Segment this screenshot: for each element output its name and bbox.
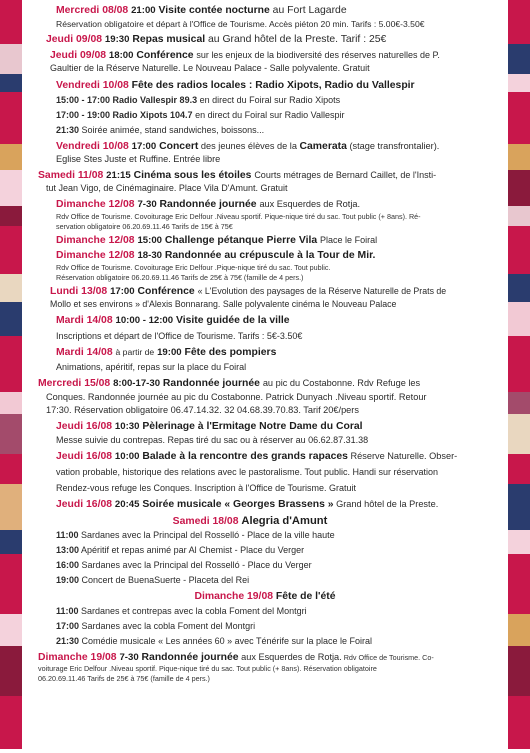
stripe-segment <box>508 274 530 302</box>
event-time: 17:00 <box>131 140 157 152</box>
event-title: Visite guidée de la ville <box>176 314 290 326</box>
stripe-segment <box>508 206 530 226</box>
event-title: Visite contée nocturne <box>158 5 270 16</box>
schedule-line: 21:30 Soirée animée, stand sandwiches, boissons... <box>56 124 265 135</box>
event-detail: au Fort Lagarde <box>272 5 347 16</box>
event-day: Samedi 11/08 <box>38 169 104 181</box>
event-title: Randonnée au crépuscule à la Tour de Mir. <box>164 250 376 262</box>
stripe-segment <box>508 696 530 749</box>
event-day: Mardi 14/08 <box>56 346 113 358</box>
event-detail: aux Esquerdes de Rotja. <box>238 651 342 662</box>
event-title: Pèlerinage à l'Ermitage Notre Dame du Coral <box>142 420 363 432</box>
stripe-segment <box>0 274 22 302</box>
stripe-segment <box>0 92 22 144</box>
stripe-segment <box>508 646 530 696</box>
event-description: Animations, apéritif, repas sur la place du Foiral <box>56 362 247 373</box>
event-title: Conférence <box>137 285 195 297</box>
event-balade-rapaces <box>38 450 502 496</box>
schedule-line: 16:00 Sardanes avec la Principal del Rosselló - Place du Verger <box>56 560 312 571</box>
event-randonnee-crepuscule <box>38 249 502 283</box>
schedule-line: 17:00 - 19:00 Radio Xipots 104.7 en direct du Foiral sur Radio Vallespir <box>56 109 345 120</box>
event-day: Jeudi 09/08 <box>46 34 103 46</box>
stripe-segment <box>508 336 530 392</box>
event-detail: « L'Evolution des paysages de la Réserve Naturelle de Prats de <box>197 285 447 296</box>
event-time: 15:00 <box>137 234 162 246</box>
stripe-segment <box>508 392 530 414</box>
event-description: 17:30. Réservation obligatoire 06.47.14.32. 32 04.68.39.70.83. Tarif 20€/pers <box>46 405 359 416</box>
event-title: Cinéma sous les étoiles <box>133 169 252 181</box>
stripe-segment <box>0 614 22 646</box>
event-detail: Courts métrages de Bernard Caillet, de l'Insti- <box>254 169 437 180</box>
event-fete-radios <box>38 79 502 138</box>
event-title: Fête des radios locales : Radio Xipots, Radio du Vallespir <box>131 79 415 91</box>
event-description: Gaultier de la Réserve Naturelle. Le Nouveau Palace - Salle polyvalente. Gratuit <box>50 63 370 74</box>
event-alegria-amunt <box>38 515 502 589</box>
stripe-segment <box>0 554 22 614</box>
stripe-segment <box>508 554 530 614</box>
event-randonnee-rotja-19: Dimanche 19/08 7-30 Randonnée journée aux Esquerdes de Rotja. Rdv Office de Tourisme. Co- voiturage Eric Delfour .Niveau sportif. Pique-nique tiré du sac. Tout public (+ 8ans). Réservation obligatoire 06.20.69.11.46 Tarifs de 25€ à 75€ (famille de 4 pers.) <box>38 651 502 685</box>
stripe-segment <box>0 144 22 170</box>
event-title: Balade à la rencontre des grands rapaces <box>142 451 348 463</box>
event-day: Dimanche 19/08 <box>194 591 274 603</box>
event-day: Jeudi 09/08 <box>50 49 107 61</box>
event-description: Rdv Office de Tourisme. Covoiturage Eric Delfour .Niveau sportif. Pique-nique tiré du sac. Tout public (+ 8ans). Ré- <box>56 211 421 221</box>
event-challenge-petanque <box>38 234 502 248</box>
event-title: Alegria d'Amunt <box>241 514 328 527</box>
stripe-segment <box>0 414 22 454</box>
event-visite-guidee <box>38 314 502 344</box>
event-time: 21:15 <box>106 169 131 181</box>
event-pelerinage <box>38 420 502 449</box>
stripe-segment <box>0 530 22 554</box>
event-title: Challenge pétanque Pierre Vila <box>164 234 318 246</box>
event-visite-contee <box>38 4 502 31</box>
stripe-segment <box>0 454 22 484</box>
event-title: Repas musical <box>132 34 206 46</box>
event-description: Mollo et ses environs » d'Alexis Bonnarang. Salle polyvalente cinéma le Nouveau Palace <box>50 299 397 310</box>
event-time: 18-30 <box>137 250 162 262</box>
event-title: Randonnée journée <box>159 198 257 210</box>
event-conference-paysages <box>38 285 502 312</box>
event-description: servation obligatoire 06.20.69.11.46 Tarifs de 15€ à 75€ <box>56 221 233 231</box>
stripe-segment <box>0 74 22 92</box>
event-day: Jeudi 16/08 <box>56 420 113 432</box>
event-time: 7-30 <box>137 198 157 210</box>
event-detail: au pic du Costabonne. Rdv Refuge les <box>262 378 421 389</box>
event-description: Réservation obligatoire et départ à l'Office de Tourisme. Accès piéton 20 min. Tarifs : 5.00€-3.50€ <box>56 18 425 29</box>
stripe-segment <box>508 454 530 484</box>
event-detail: Place le Foiral <box>320 234 378 245</box>
event-day: Lundi 13/08 <box>50 285 108 297</box>
event-time: 10:00 <box>114 451 140 463</box>
event-description: voiturage Eric Delfour .Niveau sportif. Pique-nique tiré du sac. Tout public (+ 8ans). Réservation obligatoire <box>38 664 377 674</box>
stripe-segment <box>0 696 22 749</box>
stripe-segment <box>508 74 530 92</box>
event-time: 21:00 <box>131 5 156 16</box>
stripe-segment <box>508 44 530 74</box>
event-randonnee-costabonne <box>38 377 502 418</box>
stripe-segment <box>0 170 22 206</box>
event-day: Vendredi 10/08 <box>56 79 129 91</box>
event-day: Dimanche 12/08 <box>56 234 135 246</box>
event-day: Mercredi 15/08 <box>38 378 111 390</box>
event-description: Messe suivie du contrepas. Repas tiré du sac ou à réserver au 06.62.87.31.38 <box>56 435 369 446</box>
schedule-line: 17:00 Sardanes avec la cobla Foment del Montgri <box>56 620 256 631</box>
decorative-stripe-left <box>0 0 22 753</box>
stripe-segment <box>0 302 22 336</box>
event-title: Fête des pompiers <box>184 346 277 358</box>
event-detail: au Grand hôtel de la Preste. Tarif : 25€ <box>208 34 387 46</box>
event-title: Randonnée journée <box>141 651 239 663</box>
stripe-segment <box>508 92 530 144</box>
event-description: Rdv Office de Tourisme. Covoiturage Eric Delfour .Pique-nique tiré du sac. Tout public. <box>56 262 331 272</box>
schedule-line: 15:00 - 17:00 Radio Vallespir 89.3 en direct du Foiral sur Radio Xipots <box>56 94 341 105</box>
event-fete-ete <box>38 590 502 649</box>
event-day: Vendredi 10/08 <box>56 140 129 152</box>
event-detail: Grand hôtel de la Preste. <box>333 499 439 510</box>
event-listing <box>38 4 502 753</box>
event-description: 06.20.69.11.46 Tarifs de 25€ à 75€ (famille de 4 pers.) <box>38 674 210 684</box>
event-day: Dimanche 12/08 <box>56 198 135 210</box>
event-time: 8:00-17-30 <box>113 378 161 390</box>
event-description: Réservation obligatoire 06.20.69.11.46 Tarifs de 25€ à 75€ (famille de 4 pers.) <box>56 272 304 282</box>
stripe-segment <box>0 206 22 226</box>
stripe-segment <box>508 414 530 454</box>
schedule-line: 21:30 Comédie musicale « Les années 60 » avec Ténérife sur la place le Foiral <box>56 635 373 646</box>
event-detail: Réserve Naturelle. Obser- <box>347 451 458 462</box>
event-title: Concert <box>159 140 199 152</box>
event-day: Jeudi 16/08 <box>56 451 113 463</box>
event-title: Fête de l'été <box>275 591 336 603</box>
stripe-segment <box>508 226 530 274</box>
stripe-segment <box>0 44 22 74</box>
event-time: 20:45 <box>114 499 140 511</box>
stripe-segment <box>0 484 22 530</box>
event-day: Jeudi 16/08 <box>56 499 113 511</box>
event-time: 19:00 <box>157 346 182 358</box>
event-description: Inscriptions et départ de l'Office de Tourisme. Tarifs : 5€-3.50€ <box>56 330 303 341</box>
stripe-segment <box>508 614 530 646</box>
event-time: 18:00 <box>108 49 134 61</box>
event-repas-musical <box>38 33 502 47</box>
stripe-segment <box>508 302 530 336</box>
event-time: 10:00 - 12:00 <box>115 314 174 326</box>
event-day: Dimanche 19/08 <box>38 651 117 663</box>
stripe-segment <box>0 336 22 392</box>
stripe-segment <box>508 0 530 44</box>
event-description: Conques. Randonnée journée au pic du Costabonne. Patrick Dunyach .Niveau sportif. Retour <box>46 391 427 402</box>
event-title: Soirée musicale « Georges Brassens » <box>142 499 334 511</box>
schedule-line: 11:00 Sardanes avec la Principal del Rosselló - Place de la ville haute <box>56 530 335 541</box>
event-fete-pompiers: Mardi 14/08 à partir de 19:00 Fête des pompiers Animations, apéritif, repas sur la place du Foiral <box>38 346 502 376</box>
decorative-stripe-right <box>508 0 530 753</box>
event-description: tut Jean Vigo, de Cinémaginaire. Place Vila D'Amunt. Gratuit <box>46 183 288 194</box>
event-day: Dimanche 12/08 <box>56 250 135 262</box>
event-soiree-brassens <box>38 498 502 512</box>
stripe-segment <box>508 170 530 206</box>
stripe-segment <box>0 392 22 414</box>
event-title: Randonnée journée <box>162 378 260 390</box>
event-time: 7-30 <box>119 651 139 663</box>
schedule-line: 19:00 Concert de BuenaSuerte - Placeta del Rei <box>56 575 250 586</box>
stripe-segment <box>508 484 530 530</box>
event-concert-camerata: Vendredi 10/08 17:00 Concert des jeunes élèves de la Camerata (stage transfrontalier). Eglise Stes Juste et Ruffine. Entrée libre <box>38 140 502 167</box>
event-time: 19:30 <box>104 34 130 46</box>
event-day: Mardi 14/08 <box>56 314 113 326</box>
event-title: Conférence <box>136 49 194 61</box>
stripe-segment <box>0 0 22 44</box>
event-description: Eglise Stes Juste et Ruffine. Entrée libre <box>56 154 221 165</box>
event-conference-biodiversite <box>38 49 502 76</box>
stripe-segment <box>508 144 530 170</box>
event-day: Mercredi 08/08 <box>56 5 129 16</box>
schedule-line: 11:00 Sardanes et contrepas avec la cobla Foment del Montgri <box>56 605 307 616</box>
event-detail: aux Esquerdes de Rotja. <box>259 198 361 209</box>
stripe-segment <box>0 646 22 696</box>
schedule-line: 13:00 Apéritif et repas animé par Al Chemist - Place du Verger <box>56 545 305 556</box>
event-randonnee-rotja <box>38 198 502 232</box>
event-description: vation probable, historique des relations avec le pastoralisme. Tout public. Handi sur réservation <box>56 467 439 478</box>
stripe-segment <box>508 530 530 554</box>
event-time: 10:30 <box>114 420 140 432</box>
stripe-segment <box>0 226 22 274</box>
event-cinema-etoiles <box>38 169 502 196</box>
event-detail: sur les enjeux de la biodiversité des réserves naturelles de P. <box>196 49 440 60</box>
event-time: 17:00 <box>110 285 135 297</box>
event-description: Rendez-vous refuge les Conques. Inscription à l'Office de Tourisme. Gratuit <box>56 483 357 494</box>
event-day: Samedi 18/08 <box>172 515 239 527</box>
